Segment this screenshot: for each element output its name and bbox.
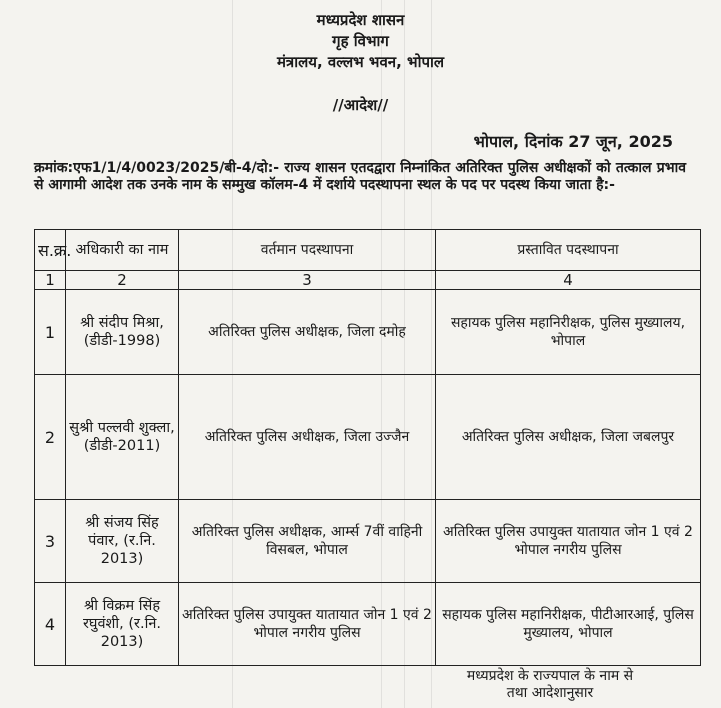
current-posting-cell: अतिरिक्त पुलिस उपायुक्त यातायात जोन 1 एवं 2 भोपाल नगरीय पुलिस <box>179 583 436 666</box>
header-current-posting: वर्तमान पदस्थापना <box>179 230 436 271</box>
table-row <box>35 375 701 500</box>
proposed-posting-cell: सहायक पुलिस महानिरीक्षक, पुलिस मुख्यालय, भोपाल <box>436 290 701 375</box>
column-number: 4 <box>436 271 701 290</box>
office-address: मंत्रालय, वल्लभ भवन, भोपाल <box>276 53 445 71</box>
current-posting-cell: अतिरिक्त पुलिस अधीक्षक, आर्म्स 7वीं वाहिनी विसबल, भोपाल <box>179 500 436 583</box>
govt-title: मध्यप्रदेश शासन <box>316 11 405 29</box>
current-posting-cell: अतिरिक्त पुलिस अधीक्षक, जिला उज्जैन <box>179 375 436 500</box>
column-number-row <box>35 271 701 290</box>
table-row <box>35 583 701 666</box>
footer-line-2: तथा आदेशानुसार <box>506 685 594 701</box>
header-serial: स.क्र. <box>35 230 66 271</box>
column-number: 1 <box>35 271 66 290</box>
department-title: गृह विभाग <box>332 32 389 50</box>
header-officer-name: अधिकारी का नाम <box>66 230 179 271</box>
table-header-row <box>35 230 701 271</box>
table-row <box>35 500 701 583</box>
serial-cell: 4 <box>35 583 66 666</box>
serial-cell: 3 <box>35 500 66 583</box>
footer-line-1: मध्यप्रदेश के राज्यपाल के नाम से <box>466 668 634 684</box>
signature-block <box>420 668 680 702</box>
posting-table <box>34 229 701 666</box>
serial-cell: 1 <box>35 290 66 375</box>
column-number: 2 <box>66 271 179 290</box>
table-row <box>35 290 701 375</box>
proposed-posting-cell: अतिरिक्त पुलिस उपायुक्त यातायात जोन 1 एवं 2 भोपाल नगरीय पुलिस <box>436 500 701 583</box>
officer-name-cell: श्री विक्रम सिंह रघुवंशी, (र.नि. 2013) <box>66 583 179 666</box>
header-proposed-posting: प्रस्तावित पदस्थापना <box>436 230 701 271</box>
officer-name-cell: सुश्री पल्लवी शुक्ला, (डीडी-2011) <box>66 375 179 500</box>
serial-cell: 2 <box>35 375 66 500</box>
current-posting-cell: अतिरिक्त पुलिस अधीक्षक, जिला दमोह <box>179 290 436 375</box>
order-date: भोपाल, दिनांक 27 जून, 2025 <box>473 132 673 151</box>
order-title: //आदेश// <box>332 96 389 114</box>
proposed-posting-cell: अतिरिक्त पुलिस अधीक्षक, जिला जबलपुर <box>436 375 701 500</box>
officer-name-cell: श्री संदीप मिश्रा, (डीडी-1998) <box>66 290 179 375</box>
column-number: 3 <box>179 271 436 290</box>
proposed-posting-cell: सहायक पुलिस महानिरीक्षक, पीटीआरआई, पुलिस मुख्यालय, भोपाल <box>436 583 701 666</box>
officer-name-cell: श्री संजय सिंह पंवार, (र.नि. 2013) <box>66 500 179 583</box>
order-intro-paragraph: क्रमांक:एफ1/1/4/0023/2025/बी-4/दो:- राज्य शासन एतदद्वारा निम्नांकित अतिरिक्त पुलिस अधीक्षकों को तत्काल प्रभाव से आगामी आदेश तक उनके नाम के सम्मुख कॉलम-4 में दर्शाये पदस्थापना स्थल के पद पर पदस्थ किया जाता है:- <box>34 160 686 193</box>
